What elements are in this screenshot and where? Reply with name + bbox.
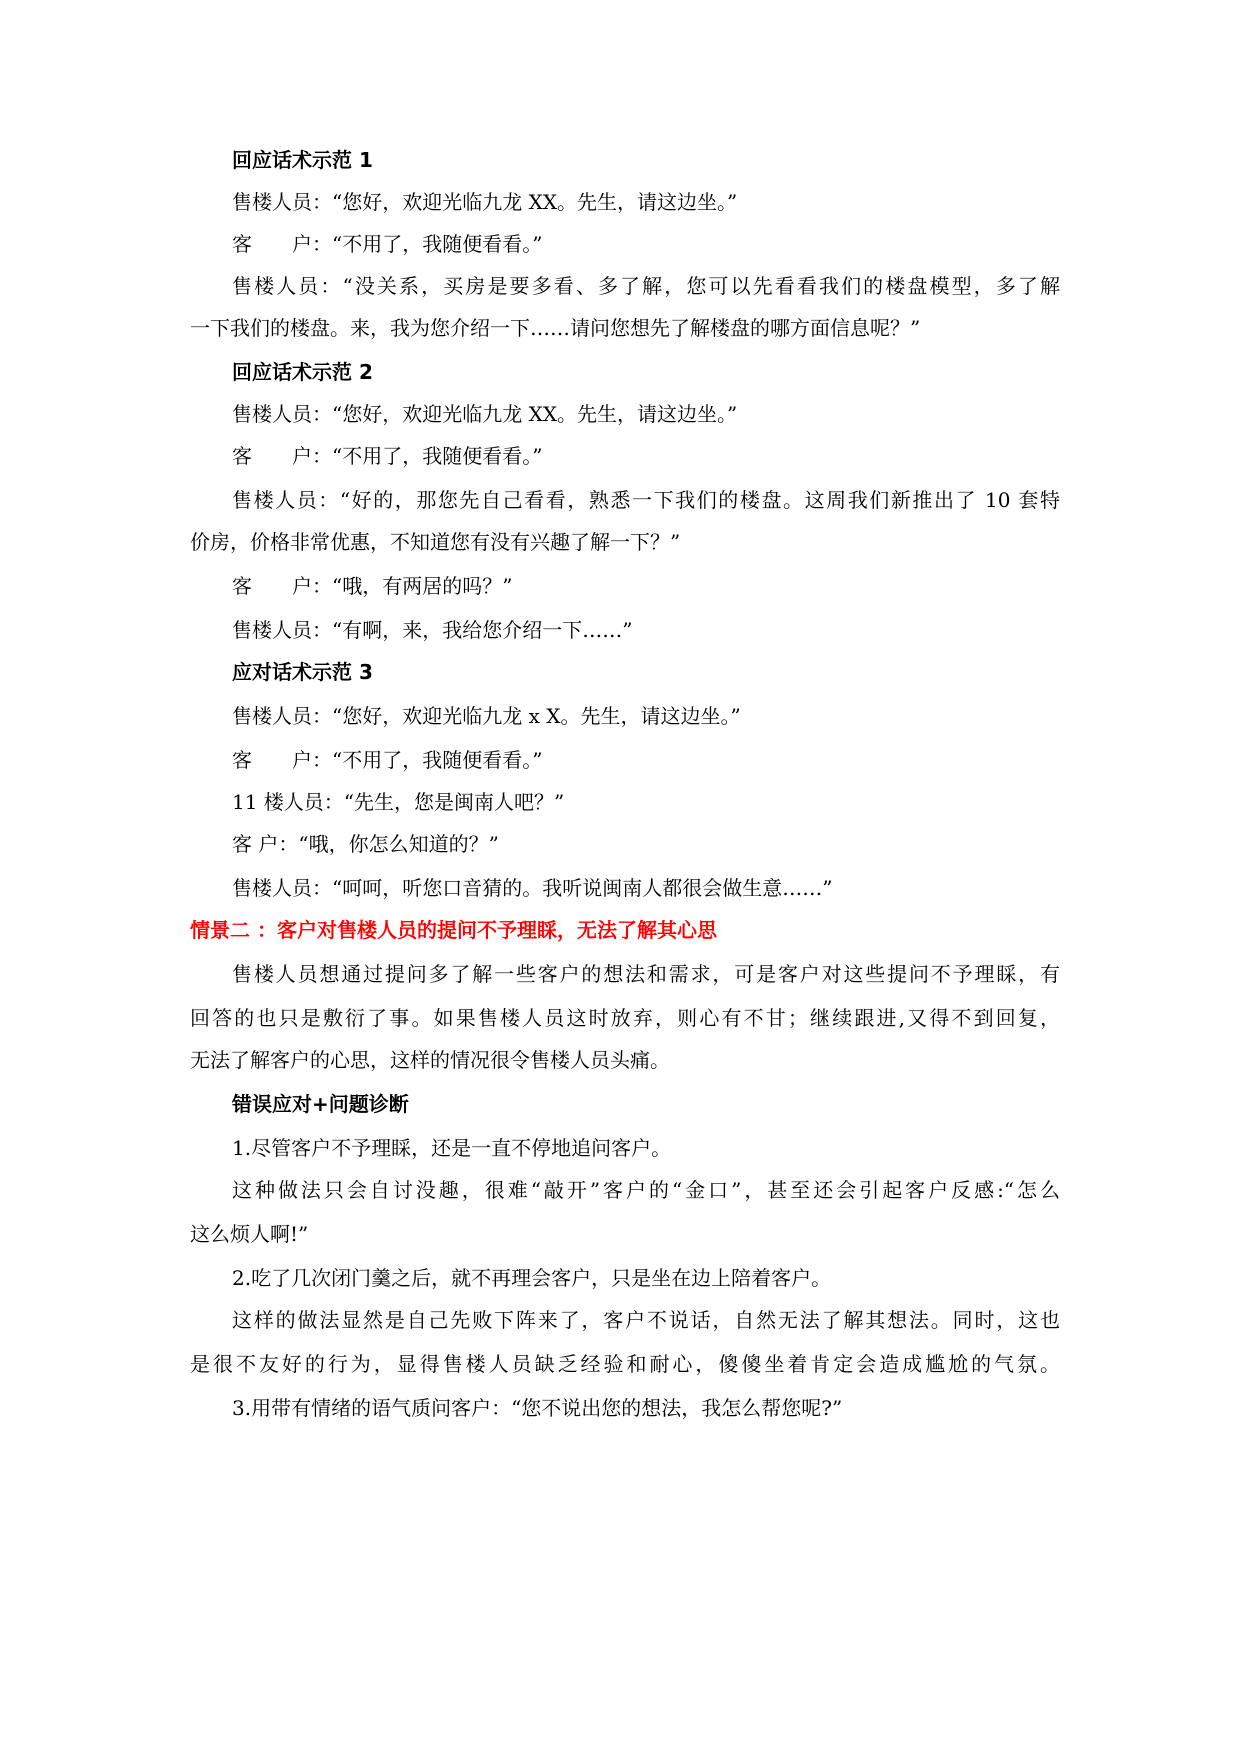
section-2-line-5: 客 户：“哦，有两居的吗？” — [232, 574, 513, 598]
scenario-title: 情景二 ：客户对售楼人员的提问不予理睬，无法了解其心思 — [190, 918, 717, 942]
diagnosis-line-4: 2.吃了几次闭门羹之后，就不再理会客户，只是坐在边上陪着客户。 — [232, 1266, 832, 1290]
section-1-line-2: 客 户：“不用了，我随便看看。” — [232, 232, 543, 256]
section-1-line-4: 一下我们的楼盘。来，我为您介绍一下……请问您想先了解楼盘的哪方面信息呢？” — [190, 316, 921, 340]
section-2-line-1: 售楼人员：“您好，欢迎光临九龙 XX。先生，请这边坐。” — [232, 402, 738, 426]
scenario-para-line-3: 无法了解客户的心思，这样的情况很令售楼人员头痛。 — [190, 1048, 670, 1072]
diagnosis-line-5: 这样的做法显然是自己先败下阵来了，客户不说话，自然无法了解其想法。同时，这也 — [232, 1308, 1060, 1332]
section-3-heading: 应对话术示范 3 — [232, 660, 373, 684]
section-3-line-4: 客 户：“哦，你怎么知道的？” — [232, 832, 499, 856]
section-3-line-1: 售楼人员：“您好，欢迎光临九龙 x X。先生，请这边坐。” — [232, 704, 741, 728]
section-1-heading: 回应话术示范 1 — [232, 148, 373, 172]
diagnosis-line-6: 是很不友好的行为，显得售楼人员缺乏经验和耐心，傻傻坐着肯定会造成尴尬的气氛。 — [190, 1352, 1060, 1376]
section-2-heading: 回应话术示范 2 — [232, 360, 373, 384]
diagnosis-heading: 错误应对+问题诊断 — [232, 1092, 409, 1116]
scenario-para-line-1: 售楼人员想通过提问多了解一些客户的想法和需求，可是客户对这些提问不予理睬，有 — [232, 962, 1060, 986]
diagnosis-line-7: 3.用带有情绪的语气质问客户：“您不说出您的想法，我怎么帮您呢?” — [232, 1396, 843, 1420]
section-3-line-3: 11 楼人员：“先生，您是闽南人吧？” — [232, 790, 565, 814]
scenario-para-line-2: 回答的也只是敷衍了事。如果售楼人员这时放弃，则心有不甘；继续跟进,又得不到回复， — [190, 1006, 1060, 1030]
section-2-line-4: 价房，价格非常优惠，不知道您有没有兴趣了解一下？” — [190, 530, 681, 554]
diagnosis-line-1: 1.尽管客户不予理睬，还是一直不停地追问客户。 — [232, 1136, 672, 1160]
section-2-line-6: 售楼人员：“有啊，来，我给您介绍一下……” — [232, 618, 633, 642]
section-3-line-5: 售楼人员：“呵呵，听您口音猜的。我听说闽南人都很会做生意……” — [232, 876, 833, 900]
diagnosis-line-2: 这种做法只会自讨没趣，很难“敲开”客户的“金口”，甚至还会引起客户反感:“怎么 — [232, 1178, 1060, 1202]
section-2-line-2: 客 户：“不用了，我随便看看。” — [232, 444, 543, 468]
section-1-line-1: 售楼人员：“您好，欢迎光临九龙 XX。先生，请这边坐。” — [232, 190, 738, 214]
section-3-line-2: 客 户：“不用了，我随便看看。” — [232, 748, 543, 772]
section-2-line-3: 售楼人员：“好的，那您先自己看看，熟悉一下我们的楼盘。这周我们新推出了 10 套特 — [232, 488, 1060, 512]
section-1-line-3: 售楼人员：“没关系，买房是要多看、多了解，您可以先看看我们的楼盘模型，多了解 — [232, 274, 1060, 298]
diagnosis-line-3: 这么烦人啊!” — [190, 1222, 309, 1246]
